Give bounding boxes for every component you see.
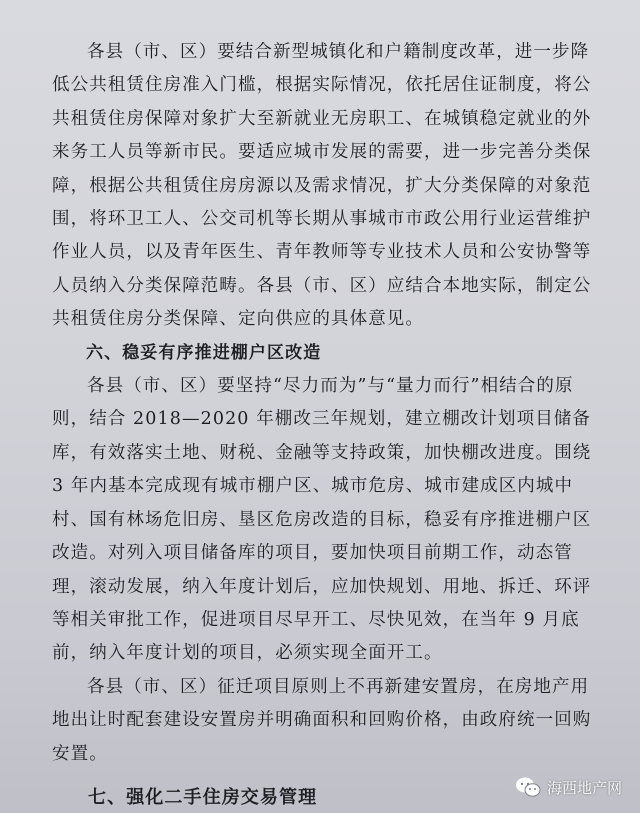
paragraph-1: 各县（市、区）要结合新型城镇化和户籍制度改革，进一步降低公共租赁住房准入门槛，根据实际情况，依托居住证制度，将公共租赁住房保障对象扩大至新就业无房职工、在城镇稳定就业的外来务工人员等新市民。要适应城市发展的需要，进一步完善分类保障，根据公共租赁住房房源以及需求情况，扩大分类保障的对象范围，将环卫工人、公交司机等长期从事城市市政公用行业运营维护作业人员，以及青年医生、青年教师等专业技术人员和公安协警等人员纳入分类保障范畴。各县（市、区）应结合本地实际，制定公共租赁住房分类保障、定向供应的具体意见。 — [52, 42, 592, 330]
paragraph-2: 各县（市、区）要坚持“尽力而为”与“量力而行”相结合的原则，结合 2018—2020 年棚改三年规划，建立棚改计划项目储备库，有效落实土地、财税、金融等支持政策，加快棚改进度。围绕 3 年内基本完成现有城市棚户区、城市危房、城市建成区内城中村、国有林场危旧房、垦区危房改造的目标，稳妥有序推进棚户区改造。对列入项目储备库的项目，要加快项目前期工作，动态管理，滚动发展，纳入年度计划后，应加快规划、用地、拆迁、环评等相关审批工作，促进项目尽早开工、尽快见效，在当年 9 月底前，纳入年度计划的项目，必须实现全面开工。 — [52, 376, 592, 664]
watermark-label: 海西地产网 — [546, 778, 622, 797]
wechat-icon — [515, 776, 541, 798]
section-heading-6: 六、稳妥有序推进棚户区改造 — [86, 342, 322, 363]
paragraph-3: 各县（市、区）征迁项目原则上不再新建安置房，在房地产用地出让时配套建设安置房并明确面积和回购价格，由政府统一回购安置。 — [52, 676, 592, 764]
section-heading-7: 七、强化二手住房交易管理 — [88, 786, 318, 808]
document-body — [52, 36, 600, 813]
watermark — [515, 775, 622, 799]
